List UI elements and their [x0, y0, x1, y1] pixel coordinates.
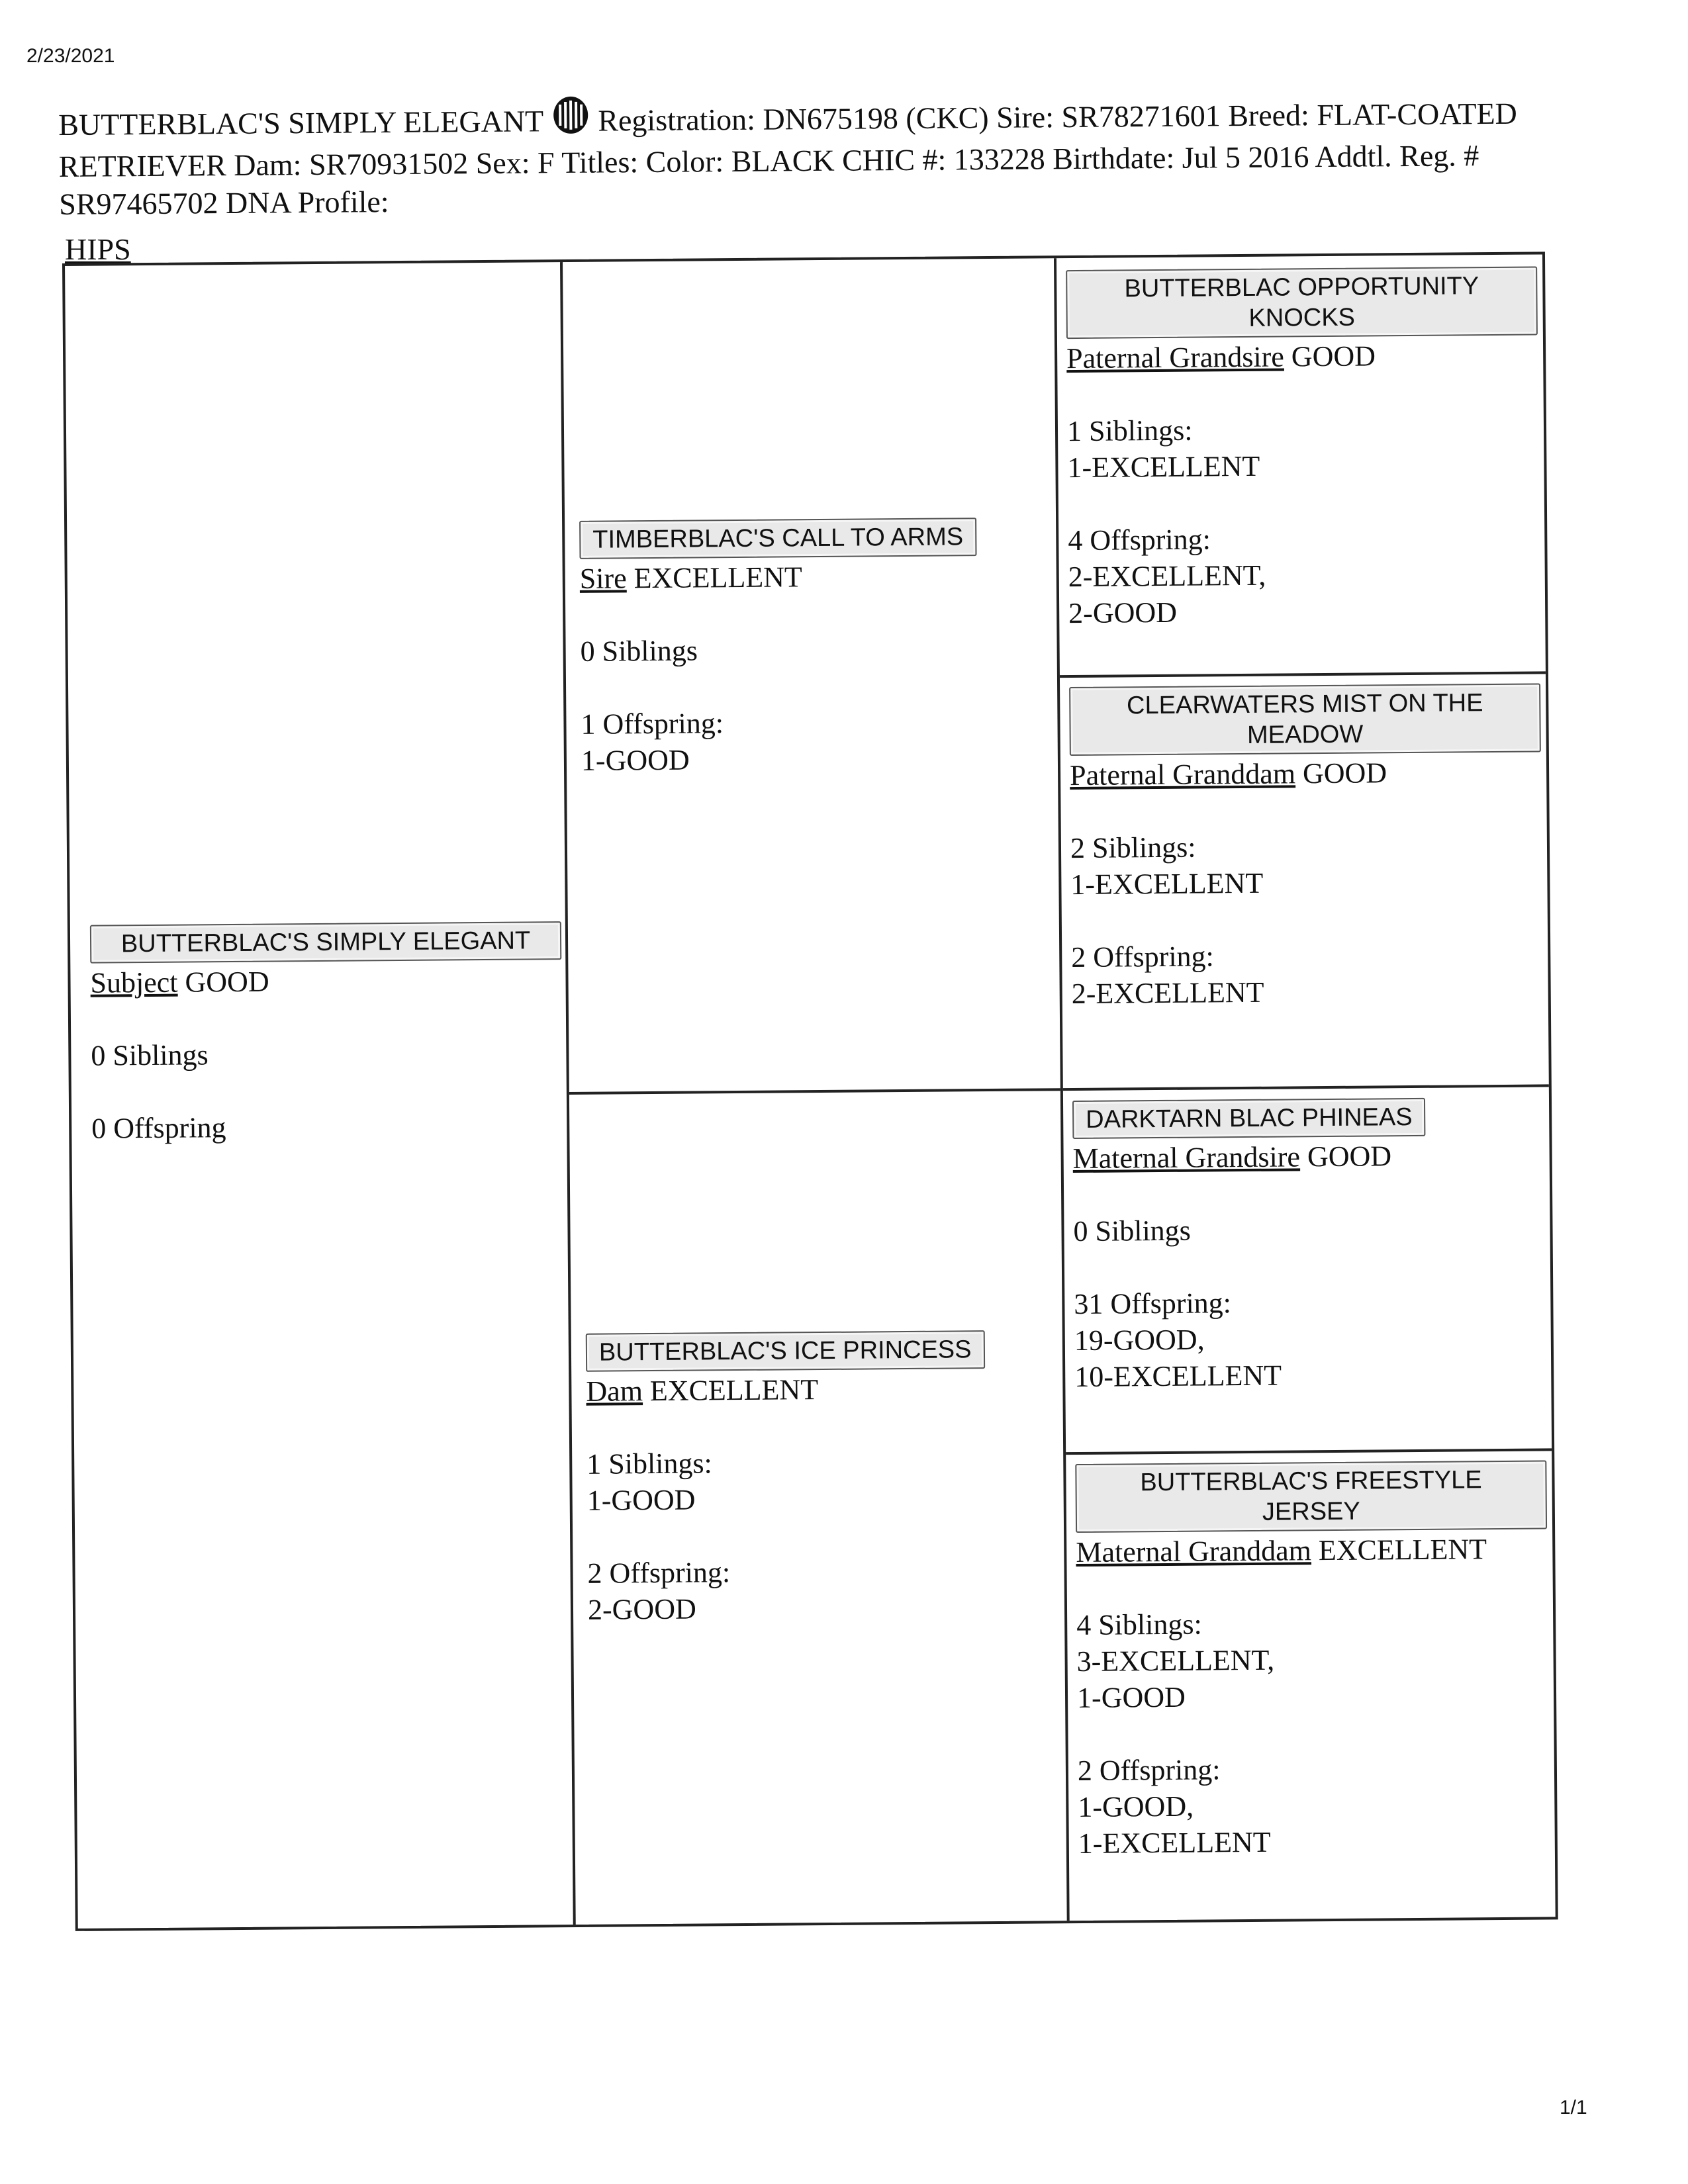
dam-siblings — [586, 1443, 986, 1519]
dam-name-box[interactable]: BUTTERBLAC'S ICE PRINCESS — [586, 1330, 985, 1372]
maternal-granddam-rating: EXCELLENT — [1318, 1533, 1487, 1567]
siblings-line: 1-EXCELLENT — [1067, 449, 1260, 484]
subject-name-box[interactable]: BUTTERBLAC'S SIMPLY ELEGANT — [90, 921, 561, 964]
subject-offspring — [91, 1107, 563, 1147]
siblings-line: 1 Siblings: — [586, 1447, 712, 1480]
offspring-line: 31 Offspring: — [1074, 1287, 1232, 1321]
offspring-line: 2-GOOD — [1068, 596, 1178, 630]
dam-entry — [586, 1330, 987, 1628]
sire-siblings — [580, 630, 977, 670]
maternal-grandsire-name-box[interactable]: DARKTARN BLAC PHINEAS — [1072, 1098, 1426, 1139]
sire-offspring — [581, 703, 978, 779]
dam-rating: EXCELLENT — [649, 1373, 819, 1408]
siblings-line: 2 Siblings: — [1070, 831, 1196, 865]
maternal-granddam-offspring — [1078, 1749, 1550, 1862]
chic-logo-icon — [552, 95, 590, 144]
siblings-line: 0 Siblings — [580, 634, 698, 668]
paternal-granddam-entry — [1069, 683, 1543, 1012]
page-number: 1/1 — [1560, 2097, 1587, 2118]
subject-relation-link[interactable]: Subject — [90, 966, 178, 999]
maternal-grandsire-relation-link[interactable]: Maternal Grandsire — [1072, 1140, 1301, 1175]
paternal-grandsire-rating: GOOD — [1291, 340, 1376, 373]
sire-rating: EXCELLENT — [633, 561, 803, 595]
dam-relation-link[interactable]: Dam — [586, 1375, 643, 1408]
subject-entry — [90, 921, 563, 1147]
paternal-grandsire-entry — [1066, 267, 1540, 632]
siblings-line: 1-GOOD — [1076, 1680, 1186, 1715]
offspring-line: 2-EXCELLENT, — [1068, 559, 1266, 594]
offspring-line: 1-GOOD, — [1078, 1790, 1194, 1824]
offspring-line: 1-EXCELLENT — [1078, 1825, 1271, 1860]
maternal-granddam-cell — [1066, 1448, 1556, 1921]
dog-header — [58, 87, 1535, 223]
dam-cell — [569, 1088, 1067, 1925]
paternal-grandsire-cell — [1056, 254, 1546, 675]
dog-name: BUTTERBLAC'S SIMPLY ELEGANT — [58, 104, 543, 142]
maternal-grandsire-offspring — [1074, 1283, 1428, 1395]
print-date: 2/23/2021 — [26, 45, 115, 67]
paternal-granddam-cell — [1060, 671, 1549, 1088]
paternal-grandsire-siblings — [1067, 409, 1539, 486]
paternal-granddam-relation-link[interactable]: Paternal Granddam — [1069, 757, 1296, 792]
maternal-granddam-siblings — [1076, 1603, 1548, 1716]
maternal-grandsire-cell — [1063, 1084, 1552, 1452]
siblings-line: 3-EXCELLENT, — [1076, 1643, 1275, 1678]
paternal-granddam-name-box[interactable]: CLEARWATERS MIST ON THE MEADOW — [1069, 683, 1541, 756]
subject-column — [65, 262, 576, 1929]
maternal-granddam-relation-link[interactable]: Maternal Granddam — [1076, 1534, 1312, 1569]
offspring-line: 2 Offspring: — [1071, 940, 1214, 974]
siblings-line: 4 Siblings: — [1076, 1608, 1202, 1642]
pedigree-table — [62, 251, 1558, 1931]
maternal-grandsire-siblings — [1073, 1210, 1427, 1250]
maternal-grandsire-entry — [1072, 1097, 1428, 1395]
siblings-line: 0 Siblings — [91, 1038, 209, 1072]
maternal-granddam-entry — [1075, 1460, 1550, 1862]
offspring-line: 10-EXCELLENT — [1074, 1359, 1282, 1394]
dam-offspring — [587, 1552, 986, 1628]
paternal-granddam-offspring — [1071, 935, 1543, 1012]
sire-relation-link[interactable]: Sire — [579, 562, 627, 595]
grandparents-column — [1056, 254, 1556, 1921]
offspring-line: 1 Offspring: — [581, 707, 724, 741]
offspring-line: 2 Offspring: — [1077, 1753, 1221, 1788]
parents-column — [563, 258, 1070, 1925]
siblings-line: 1 Siblings: — [1066, 414, 1193, 448]
sire-name-box[interactable]: TIMBERBLAC'S CALL TO ARMS — [579, 518, 976, 559]
registration-details: Registration: DN675198 (CKC) Sire: SR78271601 Breed: FLAT-COATED RETRIEVER Dam: SR70931502 Sex: F Titles: Color: BLACK CHIC #: 133228 Birthdate: Jul 5 2016 Addtl. Reg. # SR97465702 DNA Profile: — [58, 96, 1517, 221]
siblings-line: 0 Siblings — [1073, 1214, 1192, 1248]
offspring-line: 0 Offspring — [91, 1111, 226, 1145]
siblings-line: 1-GOOD — [586, 1483, 696, 1517]
offspring-line: 19-GOOD, — [1074, 1323, 1205, 1357]
maternal-grandsire-rating: GOOD — [1307, 1140, 1392, 1173]
subject-rating: GOOD — [185, 965, 269, 999]
hips-link[interactable]: HIPS — [65, 232, 131, 266]
offspring-line: 2-EXCELLENT — [1071, 976, 1264, 1011]
maternal-granddam-name-box[interactable]: BUTTERBLAC'S FREESTYLE JERSEY — [1075, 1460, 1547, 1533]
sire-cell — [563, 258, 1060, 1092]
paternal-grandsire-name-box[interactable]: BUTTERBLAC OPPORTUNITY KNOCKS — [1066, 267, 1538, 340]
offspring-line: 1-GOOD — [581, 743, 690, 777]
sire-entry — [579, 517, 978, 779]
paternal-grandsire-offspring — [1068, 518, 1540, 631]
offspring-line: 2 Offspring: — [587, 1556, 731, 1590]
paternal-granddam-rating: GOOD — [1302, 756, 1387, 790]
offspring-line: 2-GOOD — [587, 1592, 696, 1626]
offspring-line: 4 Offspring: — [1068, 523, 1211, 557]
subject-siblings — [91, 1034, 562, 1074]
siblings-line: 1-EXCELLENT — [1070, 866, 1264, 901]
paternal-grandsire-relation-link[interactable]: Paternal Grandsire — [1066, 340, 1285, 375]
paternal-granddam-siblings — [1070, 826, 1542, 903]
